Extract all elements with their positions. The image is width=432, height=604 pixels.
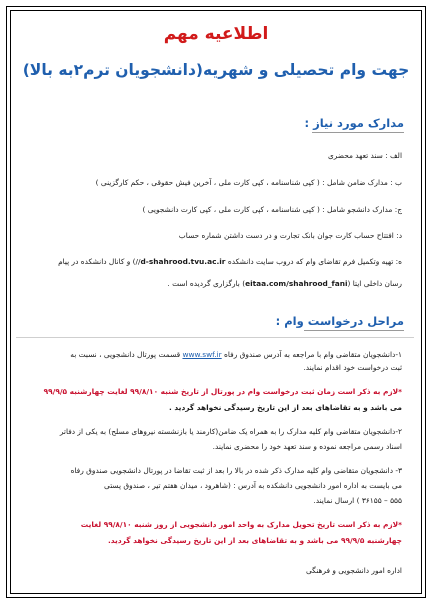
outer-border xyxy=(6,6,426,598)
doc-item-e-line2-pre: رسان داخلی ایتا ( xyxy=(347,279,402,288)
step3-line2: می بایست به اداره امور دانشجویی دانشکده به آدرس : (شاهرود ، میدان هفتم تیر ، صندوق پستی xyxy=(104,481,402,490)
doc-item-e-line2-post: ) بارگزاری گردیده است . xyxy=(167,279,246,288)
documents-heading: مدارک مورد نیاز : xyxy=(304,116,404,130)
faculty-website-link[interactable]: d-shahrood.tvu.ac.ir xyxy=(140,257,226,266)
step3-line1: ۳- دانشجویان متقاضی وام کلیه مدارک ذکر شده در بالا را بعد از ثبت تقاضا در پورتال دانشجویی صندوق رفاه xyxy=(70,466,402,475)
doc-item-a: الف : سند تعهد محضری xyxy=(327,151,402,160)
note1-line1: *لازم به ذکر است زمان ثبت درخواست وام در پورتال از تاریخ شنبه ۹۹/۸/۱۰ لغایت چهارشنبه ۹۹/۹/۵ xyxy=(43,387,402,396)
section-separator xyxy=(16,337,414,338)
note1-line2: می باشد و به تقاضاهای بعد از این تاریخ رسیدگی نخواهد گردید . xyxy=(169,403,402,412)
note2-line1: *لازم به ذکر است تاریخ تحویل مدارک به واحد امور دانشجویی از روز شنبه ۹۹/۸/۱۰ لغایت xyxy=(80,520,402,529)
announcement-subtitle: جهت وام تحصیلی و شهریه(دانشجویان ترم۲به بالا) xyxy=(22,61,410,79)
step1-text-b: قسمت پورتال دانشجویی ، نسبت به xyxy=(70,350,181,359)
step2-line1: ۲-دانشجویان متقاضی وام کلیه مدارک را به همراه یک ضامن(کارمند یا بازنشسته نیروهای مسلح) به یکی از دفاتر xyxy=(59,427,402,436)
eitaa-channel-link[interactable]: eitaa.com/shahrood_fani xyxy=(245,279,348,288)
steps-heading-underline xyxy=(304,330,404,331)
step3-line3: ۵۵۵ – ۳۶۱۵۵ ) ارسال نمایند. xyxy=(313,496,402,505)
doc-item-e-line2 xyxy=(16,279,402,289)
doc-item-c: ج: مدارک دانشجو شامل : ( کپی شناسنامه ، کپی کارت ملی ، کپی کارت دانشجویی ) xyxy=(142,205,402,214)
documents-heading-underline xyxy=(312,132,404,133)
steps-heading: مراحل درخواست وام : xyxy=(275,314,404,328)
step1-text-a: ۱-دانشجویان متقاضی وام با مراجعه به آدرس صندوق رفاه xyxy=(224,350,402,359)
inner-border xyxy=(10,10,422,594)
doc-item-d: د: افتتاح حساب کارت جوان بانک تجارت و در دست داشتن شماره حساب xyxy=(178,231,402,240)
note2-line2: چهارشنبه ۹۹/۹/۵ می باشد و به تقاضاهای بعد از این تاریخ رسیدگی نخواهد گردید. xyxy=(107,536,402,545)
announcement-title: اطلاعیه مهم xyxy=(163,24,269,44)
step1-line2: ثبت درخواست خود اقدام نمایند. xyxy=(303,363,402,372)
footer-signature: اداره امور دانشجویی و فرهنگی xyxy=(306,566,402,575)
swf-website-link[interactable]: www.swf.ir xyxy=(182,350,222,359)
step1-line1 xyxy=(16,350,402,360)
doc-item-e-post: //) و کانال دانشکده در پیام xyxy=(58,257,141,266)
doc-item-e-pre: ه: تهیه وتکمیل فرم تقاضای وام که دروب سایت دانشکده xyxy=(227,257,402,266)
step2-line2: اسناد رسمی مراجعه نموده و سند تعهد خود را محضری نمایند. xyxy=(212,442,402,451)
doc-item-b: ب : مدارک ضامن شامل : ( کپی شناسنامه ، کپی کارت ملی ، آخرین فیش حقوقی ، حکم کارگزینی ) xyxy=(95,178,402,187)
doc-item-e-line1 xyxy=(16,257,402,267)
